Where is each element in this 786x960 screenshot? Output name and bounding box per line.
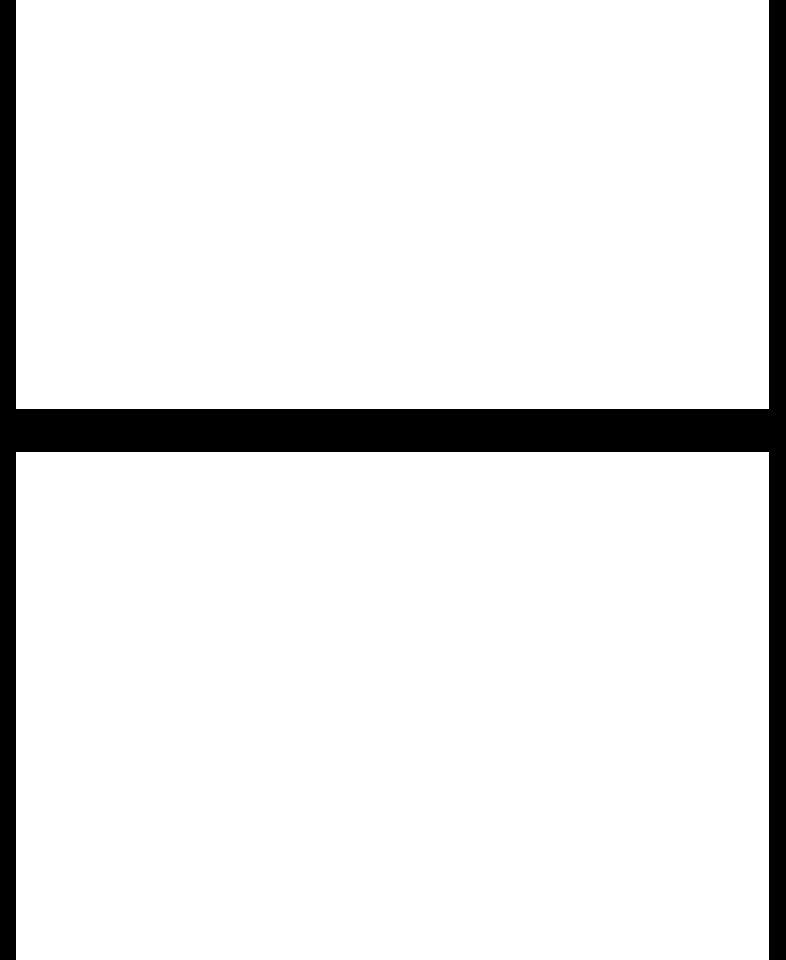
document-page-2 <box>16 452 769 960</box>
page-separator <box>0 409 786 452</box>
document-page-1 <box>16 0 769 409</box>
